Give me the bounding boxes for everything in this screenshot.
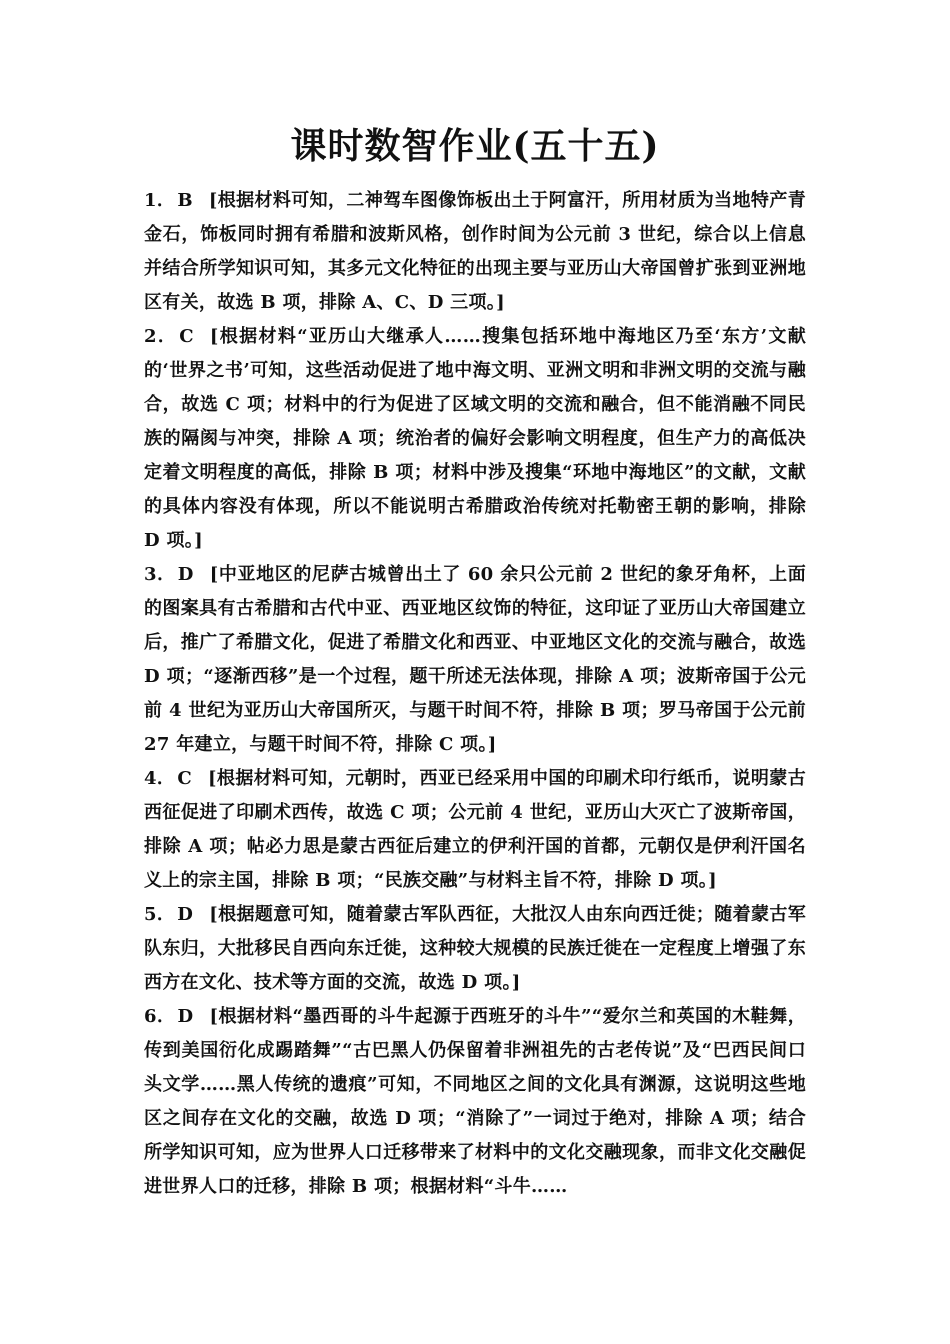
answer-option: C — [179, 326, 194, 347]
answer-explanation: [根据材料可知，二神驾车图像饰板出土于阿富汗，所用材质为当地特产青金石，饰板同时拥有希腊和波斯风格，创作时间为公元前 3 世纪，综合以上信息并结合所学知识可知，其多元文化特征的出现主要与亚历山大帝国曾扩张到亚洲地区有关，故选 B 项，排除 A、C、D 三项。] — [144, 190, 807, 313]
answer-number: 3． — [144, 564, 176, 585]
answer-number: 1． — [144, 190, 176, 211]
answer-option: C — [177, 768, 192, 789]
answer-explanation: [根据题意可知，随着蒙古军队西征，大批汉人由东向西迁徙；随着蒙古军队东归，大批移民自西向东迁徙，这种较大规模的民族迁徙在一定程度上增强了东西方在文化、技术等方面的交流，故选 D 项。] — [144, 904, 806, 993]
answer-item — [144, 762, 806, 898]
answer-option: D — [177, 1006, 194, 1027]
answer-explanation: [根据材料“亚历山大继承人……搜集包括环地中海地区乃至‘东方’文献的‘世界之书’可知，这些活动促进了地中海文明、亚洲文明和非洲文明的交流与融合，故选 C 项；材料中的行为促进了区域文明的交流和融合，但不能消融不同民族的隔阂与冲突，排除 A 项；统治者的偏好会影响文明程度，但生产力的高低决定着文明程度的高低，排除 B 项；材料中涉及搜集“环地中海地区”的文献，文献的具体内容没有体现，所以不能说明古希腊政治传统对托勒密王朝的影响，排除 D 项。] — [144, 326, 806, 551]
answer-option: D — [177, 904, 194, 925]
answer-number: 6． — [144, 1006, 176, 1027]
answer-item — [144, 558, 806, 762]
answer-number: 4． — [144, 768, 176, 789]
answer-list — [144, 184, 806, 1204]
answer-explanation: [根据材料可知，元朝时，西亚已经采用中国的印刷术印行纸币，说明蒙古西征促进了印刷术西传，故选 C 项；公元前 4 世纪，亚历山大灭亡了波斯帝国，排除 A 项；帖必力思是蒙古西征后建立的伊利汗国的首都，元朝仅是伊利汗国名义上的宗主国，排除 B 项；“民族交融”与材料主旨不符，排除 D 项。] — [144, 768, 807, 891]
page-title: 课时数智作业(五十五) — [290, 125, 660, 167]
answer-option: D — [177, 564, 194, 585]
answer-item — [144, 184, 806, 320]
answer-number: 5． — [144, 904, 176, 925]
answer-explanation: [中亚地区的尼萨古城曾出土了 60 余只公元前 2 世纪的象牙角杯，上面的图案具有古希腊和古代中亚、西亚地区纹饰的特征，这印证了亚历山大帝国建立后，推广了希腊文化，促进了希腊文化和西亚、中亚地区文化的交流与融合，故选 D 项；“逐渐西移”是一个过程，题干所述无法体现，排除 A 项；波斯帝国于公元前 4 世纪为亚历山大帝国所灭，与题干时间不符，排除 B 项；罗马帝国于公元前 27 年建立，与题干时间不符，排除 C 项。] — [144, 564, 807, 755]
answer-explanation: [根据材料“墨西哥的斗牛起源于西班牙的斗牛”“爱尔兰和英国的木鞋舞，传到美国衍化成踢踏舞”“古巴黑人仍保留着非洲祖先的古老传说”及“巴西民间口头文学……黑人传统的遗痕”可知，不同地区之间的文化具有渊源，这说明这些地区之间存在文化的交融，故选 D 项；“消除了”一词过于绝对，排除 A 项；结合所学知识可知，应为世界人口迁移带来了材料中的文化交融现象，而非文化交融促进世界人口的迁移，排除 B 项；根据材料“斗牛…… — [144, 1006, 806, 1197]
answer-item — [144, 320, 806, 558]
answer-option: B — [177, 190, 193, 211]
answer-number: 2． — [144, 326, 178, 347]
answer-item — [144, 1000, 806, 1204]
answer-item — [144, 898, 806, 1000]
